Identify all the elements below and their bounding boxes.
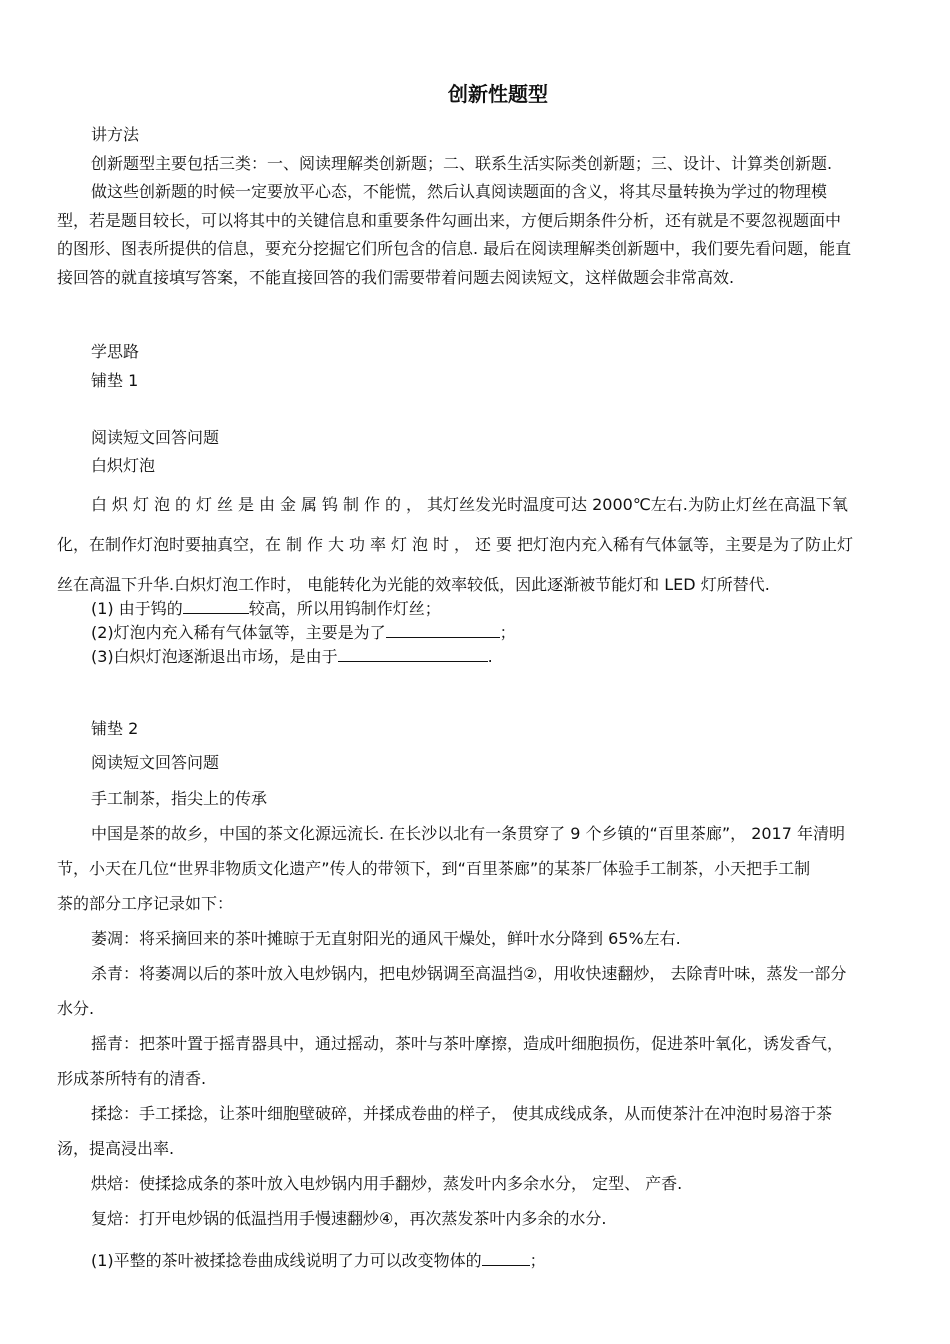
passage-2-line: 节，小天在几位“世界非物质文化遗产”传人的带领下，到“百里茶廊”的某茶厂体验手工制茶，小天把手工制 (57, 859, 811, 878)
question-text: ； (499, 623, 516, 642)
passage-1-segment: 其灯丝发光时温度可达 2000℃左右.为防止灯丝在高温下氧 (427, 495, 848, 514)
passage-1-segment: 化，在制作灯泡时要抽真空， (57, 535, 266, 554)
question-2-1 (91, 1250, 546, 1272)
passage-1-segment: 在制作大功率灯泡时，还要 (265, 535, 518, 554)
exercise-2-instruction: 阅读短文回答问题 (91, 753, 220, 772)
exercise-2-subtitle: 手工制茶，指尖上的传承 (91, 789, 268, 808)
answer-blank[interactable] (338, 646, 488, 662)
process-step-rebaking: 复焙：打开电炒锅的低温挡用手慢速翻炒④，再次蒸发茶叶内多余的水分. (91, 1209, 607, 1228)
exercise-1-subtitle: 白炽灯泡 (91, 456, 156, 475)
thinking-heading: 学思路 (91, 342, 140, 361)
answer-blank[interactable] (482, 1250, 530, 1266)
passage-1-segment: 白炽灯泡的灯丝是由金属钨制作的， (91, 495, 428, 514)
answer-blank[interactable] (386, 622, 500, 638)
exercise-2-label: 铺垫 2 (91, 719, 139, 738)
question-text: (3)白炽灯泡逐渐退出市场，是由于 (91, 647, 338, 666)
question-text: (1)平整的茶叶被揉捻卷曲成线说明了力可以改变物体的 (91, 1251, 482, 1270)
exercise-1-label: 铺垫 1 (91, 371, 139, 390)
question-text: . (487, 647, 493, 666)
method-paragraph-2-line: 接回答的就直接填写答案，不能直接回答的我们需要带着问题去阅读短文，这样做题会非常高效. (57, 268, 735, 287)
question-text: (2)灯泡内充入稀有气体氩等，主要是为了 (91, 623, 386, 642)
question-1-1 (91, 598, 441, 620)
question-1-2 (91, 622, 516, 644)
question-1-3 (91, 646, 493, 668)
question-text: (1) 由于钨的 (91, 599, 183, 618)
method-paragraph-2-line: 型，若是题目较长，可以将其中的关键信息和重要条件勾画出来，方便后期条件分析，还有就是不要忽视题面中 (57, 211, 842, 230)
method-paragraph-2-line: 做这些创新题的时候一定要放平心态，不能慌，然后认真阅读题面的含义，将其尽量转换为学过的物理模 (91, 182, 828, 201)
method-paragraph-1: 创新题型主要包括三类：一、阅读理解类创新题；二、联系生活实际类创新题；三、设计、计算类创新题. (91, 154, 833, 173)
passage-2-line: 中国是茶的故乡，中国的茶文化源远流长. 在长沙以北有一条贯穿了 9 个乡镇的“百里茶廊”， 2017 年清明 (91, 824, 845, 843)
process-step-baking: 烘焙：使揉捻成条的茶叶放入电炒锅内用手翻炒，蒸发叶内多余水分， 定型、 产香. (91, 1174, 683, 1193)
process-step-fixing-cont: 水分. (57, 999, 95, 1018)
method-paragraph-2-line: 的图形、图表所提供的信息，要充分挖掘它们所包含的信息. 最后在阅读理解类创新题中，我们要先看问题，能直 (57, 239, 852, 258)
question-text: ； (529, 1251, 546, 1270)
process-step-withering: 萎凋：将采摘回来的茶叶摊晾于无直射阳光的通风干燥处，鲜叶水分降到 65%左右. (91, 929, 681, 948)
process-step-shaking: 摇青：把茶叶置于摇青器具中，通过摇动，茶叶与茶叶摩擦，造成叶细胞损伤，促进茶叶氧化，诱发香气， (91, 1034, 844, 1053)
passage-1-line (91, 494, 848, 516)
answer-blank[interactable] (183, 598, 249, 614)
passage-1-line: 丝在高温下升华.白炽灯泡工作时， 电能转化为光能的效率较低，因此逐渐被节能灯和 LED 灯所替代. (57, 575, 770, 594)
passage-1-line (57, 534, 853, 556)
process-step-rolling: 揉捻：手工揉捻，让茶叶细胞壁破碎，并揉成卷曲的样子， 使其成线成条，从而使茶汁在冲泡时易溶于茶 (91, 1104, 833, 1123)
exercise-1-instruction: 阅读短文回答问题 (91, 428, 220, 447)
process-step-rolling-cont: 汤，提高浸出率. (57, 1139, 175, 1158)
question-text: 较高，所以用钨制作灯丝； (248, 599, 441, 618)
passage-2-line: 茶的部分工序记录如下： (57, 894, 234, 913)
page-title: 创新性题型 (448, 82, 548, 106)
process-step-shaking-cont: 形成茶所特有的清香. (57, 1069, 207, 1088)
passage-1-segment: 把灯泡内充入稀有气体氩等，主要是为了防止灯 (517, 535, 854, 554)
process-step-fixing: 杀青：将萎凋以后的茶叶放入电炒锅内，把电炒锅调至高温挡②，用收快速翻炒， 去除青叶味，蒸发一部分 (91, 964, 847, 983)
method-heading: 讲方法 (91, 125, 140, 144)
